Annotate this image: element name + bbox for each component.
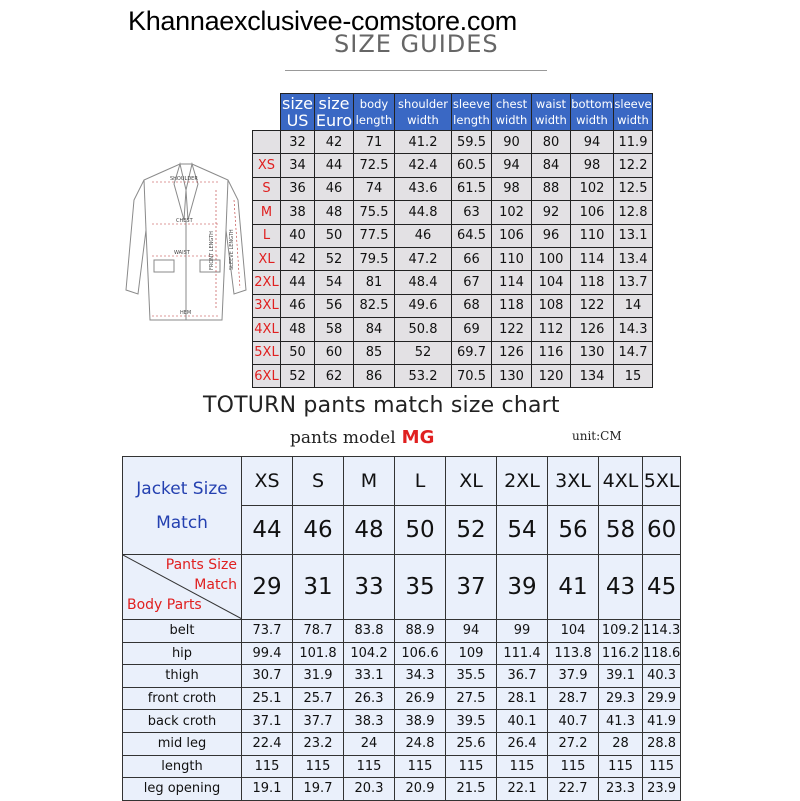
measurement-cell: 19.7 bbox=[293, 778, 344, 801]
jacket-number-cell: 54 bbox=[497, 506, 548, 555]
measurement-cell: 115 bbox=[548, 755, 599, 778]
table-cell: 94 bbox=[492, 154, 532, 177]
table-cell: 60 bbox=[315, 341, 354, 364]
table-cell: 44 bbox=[281, 271, 315, 294]
size-label-cell: 2XL bbox=[253, 271, 281, 294]
table-cell: 110 bbox=[571, 224, 614, 247]
jacket-label-hem: HEM bbox=[180, 310, 192, 316]
table-cell: 42 bbox=[281, 247, 315, 270]
column-header-line1: size bbox=[318, 94, 350, 113]
column-header-line1: waist bbox=[535, 97, 567, 111]
table-cell: 69.7 bbox=[452, 341, 492, 364]
unit-label: unit:CM bbox=[572, 429, 622, 443]
measurement-cell: 116.2 bbox=[599, 642, 643, 665]
measurement-cell: 22.7 bbox=[548, 778, 599, 801]
column-header-line2: length bbox=[453, 113, 490, 127]
jacket-size-cell: 2XL bbox=[497, 457, 548, 506]
size-label-cell: XS bbox=[253, 154, 281, 177]
measurement-cell: 23.3 bbox=[599, 778, 643, 801]
table-cell: 15 bbox=[614, 364, 653, 387]
table-row bbox=[253, 364, 653, 387]
measurement-cell: 101.8 bbox=[293, 642, 344, 665]
measurement-cell: 22.4 bbox=[242, 732, 293, 755]
measurement-cell: 34.3 bbox=[395, 665, 446, 688]
table-cell: 60.5 bbox=[452, 154, 492, 177]
table-cell: 92 bbox=[532, 201, 571, 224]
pants-model-label: pants model bbox=[290, 428, 396, 448]
table-row bbox=[253, 341, 653, 364]
column-header-line2: width bbox=[535, 113, 567, 127]
table-cell: 64.5 bbox=[452, 224, 492, 247]
measurement-label: back croth bbox=[123, 710, 242, 733]
size-label-cell: XL bbox=[253, 247, 281, 270]
table-cell: 61.5 bbox=[452, 177, 492, 200]
pants-size-cell: 35 bbox=[395, 555, 446, 620]
measurement-cell: 88.9 bbox=[395, 620, 446, 643]
table-cell: 54 bbox=[315, 271, 354, 294]
table-row bbox=[253, 177, 653, 200]
table-cell: 44 bbox=[315, 154, 354, 177]
table-cell: 104 bbox=[532, 271, 571, 294]
column-header-line2: Euro bbox=[315, 111, 353, 130]
column-header-line1: size bbox=[281, 94, 314, 113]
measurement-cell: 94 bbox=[446, 620, 497, 643]
diag-body-parts: Body Parts bbox=[127, 597, 202, 613]
size-label-cell: 6XL bbox=[253, 364, 281, 387]
jacket-label-chest: CHEST bbox=[176, 218, 193, 224]
jacket-label-front-length: FRONT LENGTH bbox=[209, 231, 215, 270]
jacket-number-cell: 46 bbox=[293, 506, 344, 555]
table-cell: 11.9 bbox=[614, 131, 653, 154]
measurement-row bbox=[123, 710, 681, 733]
pants-size-cell: 43 bbox=[599, 555, 643, 620]
table-cell: 46 bbox=[281, 294, 315, 317]
measurement-cell: 115 bbox=[242, 755, 293, 778]
pants-size-row bbox=[123, 555, 681, 620]
column-header-line2: US bbox=[286, 111, 309, 130]
measurement-cell: 111.4 bbox=[497, 642, 548, 665]
table-cell: 71 bbox=[354, 131, 395, 154]
table-cell: 52 bbox=[281, 364, 315, 387]
table-cell: 13.4 bbox=[614, 247, 653, 270]
table-cell: 98 bbox=[492, 177, 532, 200]
column-header bbox=[315, 94, 354, 131]
site-watermark: Khannaexclusivee-comstore.com bbox=[128, 6, 517, 36]
jacket-number-cell: 56 bbox=[548, 506, 599, 555]
measurement-cell: 24.8 bbox=[395, 732, 446, 755]
table-cell: 74 bbox=[354, 177, 395, 200]
jacket-size-cell: 3XL bbox=[548, 457, 599, 506]
measurement-cell: 109.2 bbox=[599, 620, 643, 643]
size-label-cell: M bbox=[253, 201, 281, 224]
pants-size-cell: 45 bbox=[643, 555, 681, 620]
measurement-cell: 25.7 bbox=[293, 687, 344, 710]
measurement-cell: 20.3 bbox=[344, 778, 395, 801]
measurement-cell: 28.7 bbox=[548, 687, 599, 710]
diag-pants-size: Pants Size bbox=[165, 557, 237, 573]
measurement-cell: 115 bbox=[497, 755, 548, 778]
measurement-cell: 36.7 bbox=[497, 665, 548, 688]
table-cell: 52 bbox=[315, 247, 354, 270]
pants-size-cell: 31 bbox=[293, 555, 344, 620]
measurement-cell: 41.9 bbox=[643, 710, 681, 733]
table-cell: 53.2 bbox=[395, 364, 452, 387]
table-row bbox=[253, 318, 653, 341]
measurement-cell: 28.8 bbox=[643, 732, 681, 755]
diagonal-header-cell bbox=[123, 555, 242, 620]
table-cell: 58 bbox=[315, 318, 354, 341]
measurement-cell: 115 bbox=[395, 755, 446, 778]
table-row bbox=[253, 154, 653, 177]
table-cell: 49.6 bbox=[395, 294, 452, 317]
diag-match: Match bbox=[194, 577, 237, 593]
table-cell: 48.4 bbox=[395, 271, 452, 294]
jacket-label-shoulder: SHOULDER bbox=[170, 176, 198, 182]
table-cell: 134 bbox=[571, 364, 614, 387]
column-header bbox=[395, 94, 452, 131]
measurement-label: mid leg bbox=[123, 732, 242, 755]
table-cell: 48 bbox=[315, 201, 354, 224]
table-cell: 80 bbox=[532, 131, 571, 154]
measurement-cell: 83.8 bbox=[344, 620, 395, 643]
jacket-size-cell: 5XL bbox=[643, 457, 681, 506]
table-cell: 118 bbox=[492, 294, 532, 317]
table-cell: 52 bbox=[395, 341, 452, 364]
title-divider bbox=[285, 70, 547, 71]
size-label-cell bbox=[253, 131, 281, 154]
jacket-label-waist: WAIST bbox=[174, 250, 190, 256]
measurement-cell: 37.7 bbox=[293, 710, 344, 733]
table-cell: 120 bbox=[532, 364, 571, 387]
jacket-size-row bbox=[123, 457, 681, 506]
table-cell: 90 bbox=[492, 131, 532, 154]
measurement-cell: 115 bbox=[446, 755, 497, 778]
table-cell: 40 bbox=[281, 224, 315, 247]
pants-model-code: MG bbox=[401, 427, 435, 448]
table-cell: 81 bbox=[354, 271, 395, 294]
table-cell: 86 bbox=[354, 364, 395, 387]
jacket-match-label: Match bbox=[156, 512, 208, 533]
header-corner bbox=[253, 94, 281, 131]
pants-size-cell: 33 bbox=[344, 555, 395, 620]
measurement-cell: 21.5 bbox=[446, 778, 497, 801]
table-cell: 66 bbox=[452, 247, 492, 270]
table-cell: 122 bbox=[492, 318, 532, 341]
table-cell: 50.8 bbox=[395, 318, 452, 341]
table-cell: 50 bbox=[281, 341, 315, 364]
measurement-cell: 39.5 bbox=[446, 710, 497, 733]
table-cell: 48 bbox=[281, 318, 315, 341]
column-header-line1: sleeve bbox=[452, 97, 491, 111]
column-header bbox=[492, 94, 532, 131]
column-header-line2: length bbox=[355, 113, 393, 127]
table-cell: 13.7 bbox=[614, 271, 653, 294]
measurement-cell: 104 bbox=[548, 620, 599, 643]
table-cell: 116 bbox=[532, 341, 571, 364]
measurement-cell: 22.1 bbox=[497, 778, 548, 801]
measurement-cell: 38.9 bbox=[395, 710, 446, 733]
table-row bbox=[253, 271, 653, 294]
table-cell: 100 bbox=[532, 247, 571, 270]
measurement-cell: 23.2 bbox=[293, 732, 344, 755]
pants-size-cell: 41 bbox=[548, 555, 599, 620]
jacket-number-cell: 58 bbox=[599, 506, 643, 555]
measurement-cell: 115 bbox=[293, 755, 344, 778]
measurement-cell: 41.3 bbox=[599, 710, 643, 733]
pants-chart-title: TOTURN pants match size chart bbox=[203, 393, 560, 418]
measurement-row bbox=[123, 642, 681, 665]
measurement-cell: 27.2 bbox=[548, 732, 599, 755]
measurement-cell: 115 bbox=[344, 755, 395, 778]
measurement-cell: 35.5 bbox=[446, 665, 497, 688]
size-label-cell: S bbox=[253, 177, 281, 200]
table-cell: 41.2 bbox=[395, 131, 452, 154]
table-cell: 46 bbox=[395, 224, 452, 247]
table-cell: 68 bbox=[452, 294, 492, 317]
table-cell: 82.5 bbox=[354, 294, 395, 317]
table-cell: 72.5 bbox=[354, 154, 395, 177]
measurement-cell: 27.5 bbox=[446, 687, 497, 710]
measurement-cell: 37.1 bbox=[242, 710, 293, 733]
measurement-cell: 28 bbox=[599, 732, 643, 755]
measurement-cell: 33.1 bbox=[344, 665, 395, 688]
table-cell: 50 bbox=[315, 224, 354, 247]
measurement-cell: 115 bbox=[643, 755, 681, 778]
measurement-label: hip bbox=[123, 642, 242, 665]
measurement-cell: 106.6 bbox=[395, 642, 446, 665]
measurement-cell: 26.9 bbox=[395, 687, 446, 710]
measurement-cell: 115 bbox=[599, 755, 643, 778]
size-label-cell: 3XL bbox=[253, 294, 281, 317]
measurement-cell: 37.9 bbox=[548, 665, 599, 688]
measurement-cell: 114.3 bbox=[643, 620, 681, 643]
measurement-cell: 23.9 bbox=[643, 778, 681, 801]
jacket-size-cell: 4XL bbox=[599, 457, 643, 506]
table-cell: 108 bbox=[532, 294, 571, 317]
table-cell: 47.2 bbox=[395, 247, 452, 270]
column-header bbox=[281, 94, 315, 131]
table-cell: 126 bbox=[571, 318, 614, 341]
measurement-cell: 109 bbox=[446, 642, 497, 665]
measurement-row bbox=[123, 755, 681, 778]
column-header-line2: width bbox=[495, 113, 528, 127]
table-row bbox=[253, 131, 653, 154]
measurement-cell: 40.7 bbox=[548, 710, 599, 733]
size-guide-title: SIZE GUIDES bbox=[334, 30, 499, 58]
measurement-label: length bbox=[123, 755, 242, 778]
table-cell: 94 bbox=[571, 131, 614, 154]
table-cell: 106 bbox=[492, 224, 532, 247]
jacket-illustration bbox=[122, 160, 250, 332]
table-cell: 12.8 bbox=[614, 201, 653, 224]
measurement-cell: 73.7 bbox=[242, 620, 293, 643]
column-header bbox=[354, 94, 395, 131]
table-cell: 84 bbox=[532, 154, 571, 177]
table-cell: 14 bbox=[614, 294, 653, 317]
pants-size-cell: 29 bbox=[242, 555, 293, 620]
column-header bbox=[571, 94, 614, 131]
measurement-label: leg opening bbox=[123, 778, 242, 801]
table-cell: 114 bbox=[492, 271, 532, 294]
table-cell: 96 bbox=[532, 224, 571, 247]
table-cell: 122 bbox=[571, 294, 614, 317]
jacket-number-cell: 44 bbox=[242, 506, 293, 555]
measurement-cell: 25.1 bbox=[242, 687, 293, 710]
column-header-line1: body bbox=[359, 97, 389, 111]
table-cell: 84 bbox=[354, 318, 395, 341]
table-cell: 43.6 bbox=[395, 177, 452, 200]
jacket-size-table bbox=[252, 93, 653, 388]
table-cell: 12.2 bbox=[614, 154, 653, 177]
table-cell: 70.5 bbox=[452, 364, 492, 387]
table-cell: 34 bbox=[281, 154, 315, 177]
pants-model-line bbox=[290, 427, 434, 448]
size-label-cell: 4XL bbox=[253, 318, 281, 341]
jacket-number-cell: 52 bbox=[446, 506, 497, 555]
table-cell: 12.5 bbox=[614, 177, 653, 200]
table-cell: 13.1 bbox=[614, 224, 653, 247]
table-cell: 112 bbox=[532, 318, 571, 341]
measurement-cell: 19.1 bbox=[242, 778, 293, 801]
measurement-cell: 29.9 bbox=[643, 687, 681, 710]
size-label-cell: L bbox=[253, 224, 281, 247]
column-header bbox=[532, 94, 571, 131]
jacket-size-label: Jacket Size bbox=[136, 478, 228, 499]
table-cell: 62 bbox=[315, 364, 354, 387]
column-header-line2: width bbox=[617, 113, 649, 127]
table-row bbox=[253, 294, 653, 317]
table-row bbox=[253, 224, 653, 247]
measurement-label: front croth bbox=[123, 687, 242, 710]
measurement-cell: 118.6 bbox=[643, 642, 681, 665]
jacket-label-sleeve-length: SLEEVE LENGTH bbox=[229, 229, 235, 270]
measurement-cell: 25.6 bbox=[446, 732, 497, 755]
table-cell: 88 bbox=[532, 177, 571, 200]
jacket-size-cell: S bbox=[293, 457, 344, 506]
table-cell: 110 bbox=[492, 247, 532, 270]
measurement-cell: 29.3 bbox=[599, 687, 643, 710]
table-cell: 102 bbox=[492, 201, 532, 224]
measurement-row bbox=[123, 687, 681, 710]
table-cell: 44.8 bbox=[395, 201, 452, 224]
measurement-cell: 104.2 bbox=[344, 642, 395, 665]
table-cell: 114 bbox=[571, 247, 614, 270]
table-cell: 126 bbox=[492, 341, 532, 364]
measurement-cell: 26.4 bbox=[497, 732, 548, 755]
table-cell: 38 bbox=[281, 201, 315, 224]
measurement-row bbox=[123, 620, 681, 643]
table-cell: 46 bbox=[315, 177, 354, 200]
measurement-cell: 40.3 bbox=[643, 665, 681, 688]
jacket-size-cell: L bbox=[395, 457, 446, 506]
measurement-cell: 113.8 bbox=[548, 642, 599, 665]
pants-size-table bbox=[122, 456, 681, 801]
measurement-row bbox=[123, 732, 681, 755]
measurement-row bbox=[123, 778, 681, 801]
measurement-cell: 99.4 bbox=[242, 642, 293, 665]
measurement-cell: 99 bbox=[497, 620, 548, 643]
table-cell: 14.3 bbox=[614, 318, 653, 341]
jacket-size-cell: M bbox=[344, 457, 395, 506]
size-label-cell: 5XL bbox=[253, 341, 281, 364]
measurement-cell: 39.1 bbox=[599, 665, 643, 688]
measurement-row bbox=[123, 665, 681, 688]
table-cell: 75.5 bbox=[354, 201, 395, 224]
measurement-cell: 24 bbox=[344, 732, 395, 755]
table-cell: 14.7 bbox=[614, 341, 653, 364]
jacket-size-cell: XL bbox=[446, 457, 497, 506]
table-cell: 77.5 bbox=[354, 224, 395, 247]
table-cell: 118 bbox=[571, 271, 614, 294]
table-cell: 32 bbox=[281, 131, 315, 154]
column-header-line1: sleeve bbox=[614, 97, 652, 111]
column-header-line1: shoulder bbox=[398, 97, 448, 111]
measurement-cell: 26.3 bbox=[344, 687, 395, 710]
table-cell: 106 bbox=[571, 201, 614, 224]
column-header-line1: bottom bbox=[571, 97, 613, 111]
table-cell: 67 bbox=[452, 271, 492, 294]
table-cell: 85 bbox=[354, 341, 395, 364]
table-cell: 130 bbox=[571, 341, 614, 364]
jacket-size-label-cell bbox=[123, 457, 242, 555]
table-cell: 59.5 bbox=[452, 131, 492, 154]
table-cell: 42 bbox=[315, 131, 354, 154]
column-header bbox=[452, 94, 492, 131]
column-header-line1: chest bbox=[495, 97, 528, 111]
measurement-label: thigh bbox=[123, 665, 242, 688]
column-header bbox=[614, 94, 653, 131]
jacket-number-cell: 50 bbox=[395, 506, 446, 555]
table-cell: 98 bbox=[571, 154, 614, 177]
measurement-label: belt bbox=[123, 620, 242, 643]
pants-size-cell: 39 bbox=[497, 555, 548, 620]
measurement-cell: 20.9 bbox=[395, 778, 446, 801]
table-cell: 69 bbox=[452, 318, 492, 341]
jacket-number-cell: 48 bbox=[344, 506, 395, 555]
measurement-cell: 78.7 bbox=[293, 620, 344, 643]
table-row bbox=[253, 247, 653, 270]
jacket-number-cell: 60 bbox=[643, 506, 681, 555]
measurement-cell: 38.3 bbox=[344, 710, 395, 733]
table-cell: 130 bbox=[492, 364, 532, 387]
table-cell: 36 bbox=[281, 177, 315, 200]
jacket-size-cell: XS bbox=[242, 457, 293, 506]
table-row bbox=[253, 201, 653, 224]
table-cell: 63 bbox=[452, 201, 492, 224]
column-header-line2: width bbox=[407, 113, 439, 127]
table-cell: 102 bbox=[571, 177, 614, 200]
measurement-cell: 40.1 bbox=[497, 710, 548, 733]
table-cell: 42.4 bbox=[395, 154, 452, 177]
table-cell: 79.5 bbox=[354, 247, 395, 270]
pants-size-cell: 37 bbox=[446, 555, 497, 620]
column-header-line2: width bbox=[576, 113, 608, 127]
measurement-cell: 28.1 bbox=[497, 687, 548, 710]
measurement-cell: 31.9 bbox=[293, 665, 344, 688]
table-cell: 56 bbox=[315, 294, 354, 317]
measurement-cell: 30.7 bbox=[242, 665, 293, 688]
